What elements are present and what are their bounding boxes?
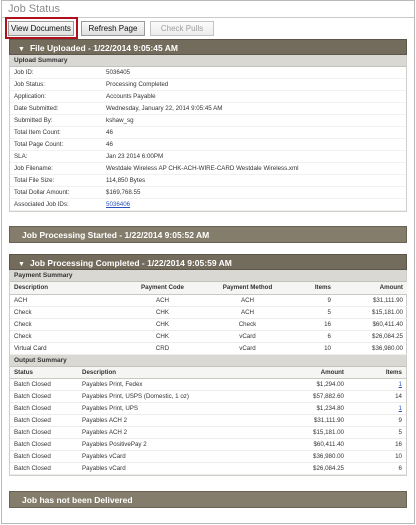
summary-label: Application: bbox=[14, 93, 46, 100]
payment-cell: $60,411.40 bbox=[335, 318, 407, 330]
payment-row bbox=[10, 330, 407, 342]
output-cell: Batch Closed bbox=[10, 451, 78, 463]
summary-value: 5036405 bbox=[106, 69, 131, 76]
output-cell: $26,084.25 bbox=[253, 463, 348, 475]
summary-row bbox=[10, 103, 406, 115]
associated-job-link[interactable]: 5036406 bbox=[106, 201, 131, 208]
payment-cell: 5 bbox=[290, 306, 335, 318]
payment-row bbox=[10, 342, 407, 354]
summary-row bbox=[10, 199, 406, 211]
output-row bbox=[10, 391, 406, 403]
summary-value: 46 bbox=[106, 141, 113, 148]
processing-completed-header[interactable] bbox=[9, 254, 407, 270]
payment-cell: ACH bbox=[10, 294, 120, 306]
payment-cell: $26,084.25 bbox=[335, 330, 407, 342]
summary-label: Total Page Count: bbox=[14, 141, 64, 148]
output-cell: $36,980.00 bbox=[253, 451, 348, 463]
output-row bbox=[10, 427, 406, 439]
summary-row bbox=[10, 187, 406, 199]
output-cell: 16 bbox=[348, 439, 406, 451]
output-cell: Batch Closed bbox=[10, 439, 78, 451]
summary-label: Submitted By: bbox=[14, 117, 53, 124]
not-delivered-section[interactable] bbox=[9, 491, 407, 508]
output-row bbox=[10, 379, 406, 391]
output-cell: $1,234.80 bbox=[253, 403, 348, 415]
summary-row bbox=[10, 163, 406, 175]
collapse-triangle-icon[interactable]: ▼ bbox=[18, 46, 25, 53]
output-cell: Payables PositivePay 2 bbox=[78, 439, 253, 451]
output-cell: Batch Closed bbox=[10, 391, 78, 403]
summary-label: SLA: bbox=[14, 153, 28, 160]
payment-row bbox=[10, 306, 407, 318]
summary-row bbox=[10, 127, 406, 139]
summary-row bbox=[10, 79, 406, 91]
payment-cell: 10 bbox=[290, 342, 335, 354]
processing-started-header[interactable]: Job Processing Started - 1/22/2014 9:05:52 AM bbox=[9, 226, 407, 243]
summary-label: Total File Size: bbox=[14, 177, 55, 184]
payment-row bbox=[10, 294, 407, 306]
payment-summary-title: Payment Summary bbox=[10, 270, 406, 282]
job-status-window bbox=[1, 0, 415, 524]
output-cell: Payables ACH 2 bbox=[78, 415, 253, 427]
output-cell: $60,411.40 bbox=[253, 439, 348, 451]
processing-completed-panel bbox=[9, 270, 407, 476]
refresh-page-button[interactable]: Refresh Page bbox=[81, 21, 145, 36]
summary-label: Total Item Count: bbox=[14, 129, 61, 136]
summary-value: Westdale Wireless AP CHK-ACH-WIRE-CARD Westdale Wireless.xml bbox=[106, 165, 299, 172]
payment-cell: vCard bbox=[205, 342, 290, 354]
output-column-header: Items bbox=[348, 367, 406, 379]
processing-started-section[interactable] bbox=[9, 226, 407, 243]
output-cell: $57,882.60 bbox=[253, 391, 348, 403]
payment-cell: 16 bbox=[290, 318, 335, 330]
payment-cell: Check bbox=[10, 306, 120, 318]
output-row bbox=[10, 439, 406, 451]
summary-row bbox=[10, 175, 406, 187]
output-cell: Payables Print, USPS (Domestic, 1 oz) bbox=[78, 391, 253, 403]
summary-label: Job Filename: bbox=[14, 165, 53, 172]
view-documents-button[interactable]: View Documents bbox=[8, 21, 74, 36]
output-cell: 10 bbox=[348, 451, 406, 463]
output-cell: Batch Closed bbox=[10, 403, 78, 415]
upload-summary-panel bbox=[9, 55, 407, 212]
output-cell: Batch Closed bbox=[10, 463, 78, 475]
file-uploaded-header[interactable] bbox=[9, 39, 407, 55]
payment-column-header: Amount bbox=[335, 282, 407, 294]
payment-column-header: Payment Code bbox=[120, 282, 205, 294]
output-summary-table bbox=[10, 367, 406, 476]
summary-value: kshaw_sg bbox=[106, 117, 134, 124]
payment-column-header: Payment Method bbox=[205, 282, 290, 294]
output-cell: $31,111.90 bbox=[253, 415, 348, 427]
output-column-header: Status bbox=[10, 367, 78, 379]
payment-row bbox=[10, 318, 407, 330]
output-row bbox=[10, 463, 406, 475]
summary-row bbox=[10, 91, 406, 103]
file-uploaded-title: File Uploaded - 1/22/2014 9:05:45 AM bbox=[29, 43, 178, 53]
output-cell: Batch Closed bbox=[10, 379, 78, 391]
output-column-header: Description bbox=[78, 367, 253, 379]
summary-value: 46 bbox=[106, 129, 113, 136]
payment-cell: ACH bbox=[205, 294, 290, 306]
summary-label: Job Status: bbox=[14, 81, 45, 88]
output-row bbox=[10, 403, 406, 415]
summary-value: Jan 23 2014 6:00PM bbox=[106, 153, 164, 160]
payment-cell: 9 bbox=[290, 294, 335, 306]
payment-summary-table bbox=[10, 282, 407, 355]
file-uploaded-section bbox=[9, 39, 407, 212]
payment-column-header: Items bbox=[290, 282, 335, 294]
output-cell: 6 bbox=[348, 463, 406, 475]
output-cell: Batch Closed bbox=[10, 427, 78, 439]
payment-cell: CHK bbox=[120, 306, 205, 318]
payment-cell: Check bbox=[205, 318, 290, 330]
summary-label: Job ID: bbox=[14, 69, 34, 76]
processing-completed-title: Job Processing Completed - 1/22/2014 9:05:59 AM bbox=[29, 258, 232, 268]
output-row bbox=[10, 415, 406, 427]
output-summary-title: Output Summary bbox=[10, 355, 406, 367]
output-cell: Payables Print, Fedex bbox=[78, 379, 253, 391]
summary-row bbox=[10, 67, 406, 79]
upload-summary-list bbox=[10, 67, 406, 211]
output-cell: Batch Closed bbox=[10, 415, 78, 427]
window-title: Job Status bbox=[2, 1, 414, 18]
summary-label: Total Dollar Amount: bbox=[14, 189, 70, 196]
upload-summary-title: Upload Summary bbox=[10, 55, 406, 67]
output-items-link[interactable]: 1 bbox=[348, 403, 406, 415]
payment-cell: $31,111.90 bbox=[335, 294, 407, 306]
summary-label: Associated Job IDs: bbox=[14, 201, 69, 208]
payment-cell: Virtual Card bbox=[10, 342, 120, 354]
output-cell: Payables ACH 2 bbox=[78, 427, 253, 439]
payment-cell: Check bbox=[10, 318, 120, 330]
summary-value: $169,768.55 bbox=[106, 189, 141, 196]
summary-value: Accounts Payable bbox=[106, 93, 156, 100]
summary-value: Wednesday, January 22, 2014 9:05:45 AM bbox=[106, 105, 223, 112]
output-column-header: Amount bbox=[253, 367, 348, 379]
output-cell: $15,181.00 bbox=[253, 427, 348, 439]
payment-cell: CHK bbox=[120, 330, 205, 342]
processing-completed-section bbox=[9, 254, 407, 476]
payment-cell: Check bbox=[10, 330, 120, 342]
payment-cell: vCard bbox=[205, 330, 290, 342]
payment-cell: CRD bbox=[120, 342, 205, 354]
output-cell: Payables vCard bbox=[78, 463, 253, 475]
payment-cell: 6 bbox=[290, 330, 335, 342]
check-pulls-button[interactable]: Check Pulls bbox=[150, 21, 214, 36]
output-cell: 14 bbox=[348, 391, 406, 403]
summary-value: 114,850 Bytes bbox=[106, 177, 146, 184]
summary-row bbox=[10, 151, 406, 163]
payment-cell: $15,181.00 bbox=[335, 306, 407, 318]
collapse-triangle-icon[interactable]: ▼ bbox=[18, 261, 25, 268]
summary-label: Date Submitted: bbox=[14, 105, 59, 112]
output-cell: $1,294.00 bbox=[253, 379, 348, 391]
payment-cell: $36,980.00 bbox=[335, 342, 407, 354]
payment-cell: ACH bbox=[205, 306, 290, 318]
summary-row bbox=[10, 115, 406, 127]
summary-row bbox=[10, 139, 406, 151]
output-row bbox=[10, 451, 406, 463]
not-delivered-header[interactable]: Job has not been Delivered bbox=[9, 491, 407, 508]
output-items-link[interactable]: 1 bbox=[348, 379, 406, 391]
payment-column-header: Description bbox=[10, 282, 120, 294]
output-cell: Payables vCard bbox=[78, 451, 253, 463]
output-cell: 5 bbox=[348, 427, 406, 439]
payment-cell: ACH bbox=[120, 294, 205, 306]
summary-value: Processing Completed bbox=[106, 81, 169, 88]
payment-cell: CHK bbox=[120, 318, 205, 330]
output-cell: 9 bbox=[348, 415, 406, 427]
output-cell: Payables Print, UPS bbox=[78, 403, 253, 415]
